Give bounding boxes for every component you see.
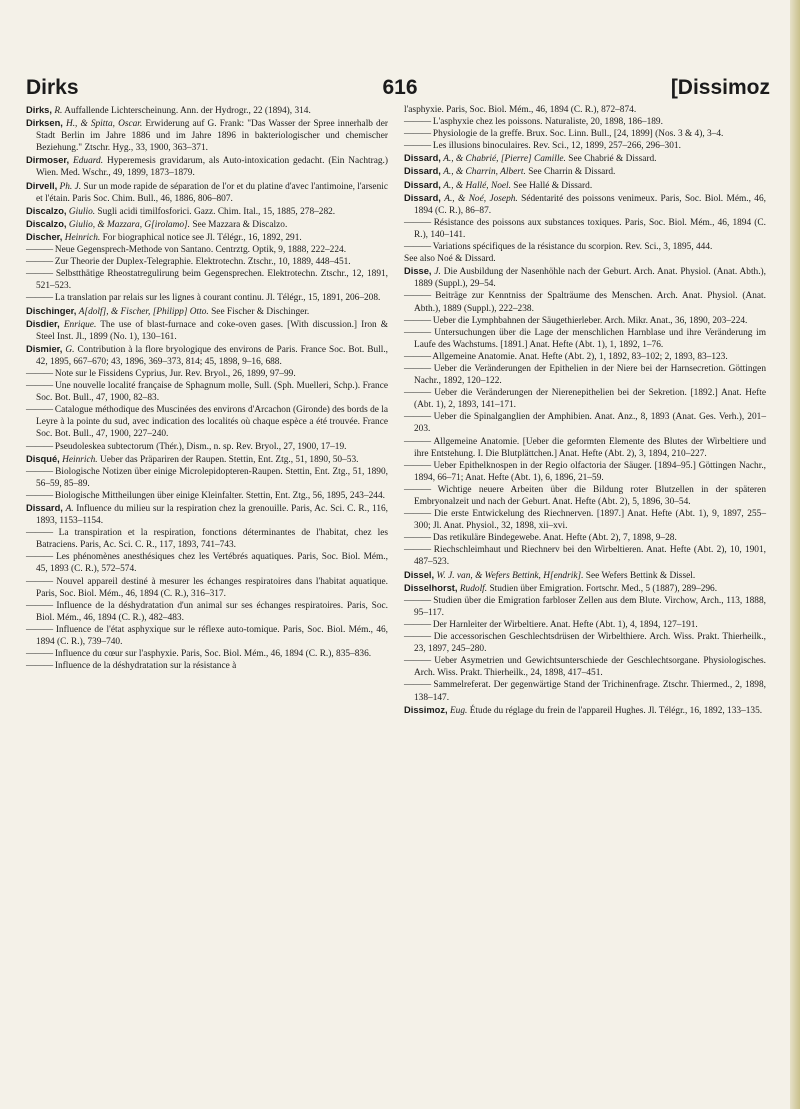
bibliography-entry	[26, 527, 388, 551]
entry-citation-text: Pseudoleskea subtectorum (Thér.), Dism., n. sp. Rev. Bryol., 27, 1900, 17–19.	[54, 441, 347, 452]
bibliography-entry	[404, 411, 766, 435]
entry-citation-text: Ueber die Lymphbahnen der Säugethierleber. Arch. Mikr. Anat., 36, 1890, 203–224.	[432, 315, 748, 326]
header-right-guide-word: [Dissimoz	[670, 76, 770, 99]
entry-author-surname: Dissard,	[26, 503, 63, 513]
entry-citation-text: See Charrin & Dissard.	[528, 167, 616, 178]
entry-ditto-dash: ———	[404, 412, 431, 423]
entry-ditto-dash: ———	[26, 269, 53, 280]
bibliography-entry	[26, 231, 388, 244]
bibliography-entry	[404, 460, 766, 484]
bibliography-entry	[26, 502, 388, 527]
entry-citation-text: Auffallende Lichterscheinung. Ann. der Hydrogr., 22 (1894), 314.	[64, 106, 311, 116]
bibliography-entry	[26, 404, 388, 440]
entry-citation-text: Riechschleimhaut und Riechnerv bei den Wirbeltieren. Anat. Hefte (Abt. 2), 10, 1901, 487–523.	[414, 545, 766, 568]
entry-citation-text: Ueber die Veränderungen der Epithelien in der Niere bei der Harnsecretion. Göttingen Nachr., 1892, 120–122.	[414, 363, 766, 387]
entry-author-surname: Dirksen,	[26, 118, 63, 129]
entry-author-given-names: Enrique.	[63, 319, 97, 330]
bibliography-entry	[404, 116, 766, 128]
bibliography-entry	[26, 154, 388, 179]
entry-citation-text: See Fischer & Dischinger.	[211, 306, 310, 317]
entry-ditto-dash: ———	[404, 460, 431, 471]
entry-citation-text: L'asphyxie chez les poissons. Naturaliste, 20, 1898, 186–189.	[432, 117, 663, 128]
bibliography-entry	[404, 363, 766, 387]
entry-citation-text: See Hallé & Dissard.	[513, 180, 593, 191]
entry-ditto-dash: ———	[404, 545, 431, 556]
bibliography-entry	[404, 436, 766, 460]
bibliography-entry	[26, 268, 388, 292]
entry-ditto-dash: ———	[26, 245, 53, 256]
entry-citation-text: Studien über die Emigration farbloser Zellen aus dem Blute. Virchow, Arch., 113, 1888, 95–117.	[414, 595, 766, 618]
entry-ditto-dash: ———	[26, 368, 53, 379]
entry-author-surname: Dismier,	[26, 343, 63, 354]
bibliography-entry	[26, 441, 388, 453]
bibliography-entry	[26, 466, 388, 490]
entry-citation-text: Untersuchungen über die Lage der menschlichen Harnblase und ihre Veränderung im Laufe des Wachstums. [1891.] Anat. Hefte (Abt. 1), 1, 1892, 1–76.	[414, 327, 766, 350]
entry-ditto-dash: ———	[26, 552, 53, 563]
entry-author-given-names: A., & Hallé, Noel.	[443, 180, 511, 191]
bibliography-entry	[404, 679, 766, 703]
bibliography-entry	[26, 117, 388, 154]
entry-ditto-dash: ———	[404, 217, 431, 228]
entry-citation-text: Ueber das Präpariren der Raupen. Stettin, Ent. Ztg., 51, 1890, 50–53.	[100, 454, 359, 465]
entry-ditto-dash: ———	[404, 327, 431, 338]
entry-citation-text: Influence de la déshydratation sur la résistance à	[54, 661, 237, 672]
entry-author-surname: Dissard,	[404, 153, 441, 164]
bibliography-entry	[26, 551, 388, 575]
bibliography-entry	[404, 140, 766, 152]
bibliography-entry	[404, 544, 766, 568]
entry-ditto-dash: ———	[26, 649, 53, 660]
entry-ditto-dash: ———	[26, 600, 53, 611]
entry-citation-text: Beiträge zur Kenntniss der Spalträume des Menschen. Arch. Anat. Physiol. (Anat. Abth.), 1889 (Suppl.), 222–238.	[414, 291, 766, 314]
entry-ditto-dash: ———	[404, 533, 431, 544]
entry-citation-text: Die Ausbildung der Nasenhöhle nach der Geburt. Arch. Anat. Physiol. (Anat. Abth.), 1889 (Suppl.), 29–54.	[414, 267, 766, 290]
entry-author-surname: Dissard,	[404, 179, 441, 190]
entry-author-given-names: A., & Noé, Joseph.	[444, 193, 518, 204]
entry-ditto-dash: ———	[404, 595, 431, 606]
entry-ditto-dash: ———	[26, 466, 53, 477]
entry-citation-text: Ueber Asymetrien und Gewichtsunterschiede der Geschlechtsorgane. Physiologisches. Arch. Wiss. Prakt. Thierheilk., 24, 1898, 417–451.	[414, 656, 766, 679]
bibliography-entry	[404, 532, 766, 544]
bibliography-entry	[404, 128, 766, 140]
page-number: 616	[382, 76, 418, 99]
entry-citation-text: Biologische Notizen über einige Microlepidopteren-Raupen. Stettin, Ent. Ztg., 51, 1890, 56–59, 85–89.	[36, 466, 388, 489]
entry-ditto-dash: ———	[404, 351, 431, 362]
entry-ditto-dash: ———	[26, 661, 53, 672]
bibliography-entry	[26, 343, 388, 368]
bibliography-entry	[404, 619, 766, 631]
entry-ditto-dash: ———	[404, 656, 431, 667]
entry-citation-text: Hyperemesis gravidarum, als Auto-intoxication gedacht. (Ein Nachtrag.) Wien. Med. Wschr., 49, 1899, 1873–1879.	[36, 156, 388, 179]
entry-author-given-names: Giulio, & Mazzara, G[irolamo].	[68, 219, 190, 230]
entry-author-surname: Discalzo,	[26, 218, 67, 229]
entry-ditto-dash: ———	[404, 388, 431, 399]
bibliography-entry	[26, 205, 388, 218]
entry-citation-text: Influence de la déshydratation d'un animal sur ses échanges respiratoires. Paris, Soc. Biol. Mém., 46, 1894 (C. R.), 482–483.	[36, 600, 388, 623]
bibliography-entry	[26, 453, 388, 466]
entry-citation-text: Sugli acidi timilfosforici. Gazz. Chim. Ital., 15, 1885, 278–282.	[97, 206, 336, 217]
entry-continuation-text: l'asphyxie. Paris, Soc. Biol. Mém., 46, 1894 (C. R.), 872–874.	[404, 105, 637, 115]
bibliography-entry	[404, 595, 766, 619]
bibliography-entry	[404, 351, 766, 363]
entry-ditto-dash: ———	[26, 257, 53, 268]
entry-ditto-dash: ———	[26, 293, 53, 304]
entry-author-surname: Disqué,	[26, 453, 60, 464]
entry-citation-text: Les illusions binoculaires. Rev. Sci., 12, 1899, 257–266, 296–301.	[432, 141, 681, 152]
entry-citation-text: Die erste Entwickelung des Riechnerven. [1897.] Anat. Hefte (Abt. 1), 9, 1897, 255–300; Jl. Anat. Physiol., 32, 1898, xii–xvi.	[414, 509, 766, 532]
bibliography-entry	[26, 660, 388, 672]
entry-author-given-names: Ph. J.	[59, 181, 82, 192]
entry-ditto-dash: ———	[26, 576, 53, 587]
entry-citation-text: Nouvel appareil destiné à mesurer les échanges respiratoires dans l'habitat aquatique. Paris, Soc. Biol. Mém., 46, 1894 (C. R.), 316–317.	[36, 576, 388, 599]
entry-ditto-dash: ———	[404, 141, 431, 152]
entry-ditto-dash: ———	[26, 405, 53, 416]
entry-author-given-names: J.	[434, 267, 441, 278]
bibliography-entry	[404, 327, 766, 351]
bibliography-entry	[26, 648, 388, 660]
entry-author-surname: Dissard,	[404, 166, 441, 177]
bibliography-entry	[404, 631, 766, 655]
entry-ditto-dash: ———	[404, 436, 431, 447]
entry-ditto-dash: ———	[404, 315, 431, 326]
entry-ditto-dash: ———	[26, 490, 53, 501]
entry-citation-text: Studien über Emigration. Fortschr. Med., 5 (1887), 289–296.	[489, 583, 718, 594]
entry-citation-text: Influence de l'état asphyxique sur le réflexe auto-tomique. Paris, Soc. Biol. Mém., 46, 1894 (C. R.), 739–740.	[36, 624, 388, 648]
entry-author-surname: Disse,	[404, 266, 432, 277]
right-column	[404, 104, 766, 717]
entry-citation-text: Neue Gegensprech-Methode von Santano. Centrztg. Optik, 9, 1888, 222–224.	[54, 245, 347, 256]
entry-citation-text: Physiologie de la greffe. Brux. Soc. Linn. Bull., [24, 1899] (Nos. 3 & 4), 3–4.	[432, 129, 724, 140]
bibliography-entry	[404, 569, 766, 582]
bibliography-entry	[26, 490, 388, 502]
entry-continuation-text: See also Noé & Dissard.	[404, 254, 496, 265]
entry-author-given-names: H., & Spitta, Oscar.	[65, 119, 143, 130]
bibliography-entry	[404, 704, 766, 717]
entry-citation-text: Wichtige neuere Arbeiten über die Bildung roter Blutzellen in der späteren Embryonalzeit und nach der Geburt. Anat. Hefte (Abt. 2), 5, 1896, 30–54.	[414, 484, 766, 507]
entry-author-given-names: A[dolf], & Fischer, [Philipp] Otto.	[78, 306, 209, 317]
entry-author-surname: Discalzo,	[26, 205, 67, 216]
entry-author-given-names: Giulio.	[68, 206, 96, 217]
entry-citation-text: Résistance des poissons aux substances toxiques. Paris, Soc. Biol. Mém., 46, 1894 (C. R.), 140–141.	[414, 217, 766, 240]
entry-ditto-dash: ———	[404, 291, 431, 302]
bibliography-entry	[404, 387, 766, 411]
entry-citation-text: Sammelreferat. Der gegenwärtige Stand der Trichinenfrage. Ztschr. Thiermed., 2, 1898, 138–147.	[414, 680, 766, 703]
entry-author-given-names: G.	[65, 344, 75, 355]
entry-author-surname: Dirvell,	[26, 180, 58, 191]
bibliography-entry	[404, 152, 766, 165]
entry-citation-text: La translation par relais sur les lignes à courant continu. Jl. Télégr., 15, 1891, 206–208.	[54, 293, 381, 304]
entry-ditto-dash: ———	[26, 381, 53, 392]
entry-author-given-names: W. J. van, & Wefers Bettink, H[endrik].	[436, 570, 584, 581]
entry-citation-text: Die accessorischen Geschlechtsdrüsen der Wirbelthiere. Arch. Wiss. Prakt. Thierheilk., 23, 1897, 245–280.	[414, 632, 766, 655]
bibliography-entry	[404, 655, 766, 679]
bibliography-entry	[404, 179, 766, 192]
entry-citation-text: Das retikuläre Bindegewebe. Anat. Hefte (Abt. 2), 7, 1898, 9–28.	[432, 533, 677, 544]
entry-author-given-names: A., & Charrin, Albert.	[443, 167, 526, 178]
entry-citation-text: Biologische Mittheilungen über einige Kleinfalter. Stettin, Ent. Ztg., 56, 1895, 243–244.	[54, 490, 385, 501]
entry-citation-text: See Wefers Bettink & Dissel.	[585, 570, 696, 581]
entry-citation-text: Ueber Epithelknospen in der Regio olfactoria der Säuger. [1894–95.] Göttingen Nachr., 1894, 66–71; Anat. Hefte (Abt. 1), 6, 1896, 21–59.	[414, 460, 766, 483]
bibliography-entry	[26, 218, 388, 231]
entry-author-surname: Dirks,	[26, 105, 52, 115]
entry-citation-text: Allgemeine Anatomie. [Ueber die geformten Elemente des Blutes der Wirbeltiere und ihre Entstehung. I. Die Blutplättchen.] Anat. Hefte (Abt. 2), 3, 1894, 210–227.	[414, 436, 766, 459]
bibliography-entry	[404, 290, 766, 314]
entry-citation-text: Contribution à la flore bryologique des environs de Paris. France Soc. Bot. Bull., 42, 1895, 667–670; 43, 1896, 369–373, 814; 45, 1898, 9–16, 688.	[36, 344, 389, 367]
bibliography-entry	[404, 508, 766, 532]
entry-ditto-dash: ———	[404, 363, 431, 374]
entry-author-given-names: Eduard.	[73, 156, 104, 167]
entry-ditto-dash: ———	[26, 624, 53, 635]
bibliography-entry	[26, 624, 388, 648]
entry-ditto-dash: ———	[404, 619, 431, 630]
entry-author-given-names: Heinrich.	[62, 454, 98, 465]
entry-author-given-names: R.	[54, 106, 63, 116]
entry-ditto-dash: ———	[26, 528, 53, 539]
entry-citation-text: For biographical notice see Jl. Télégr., 16, 1892, 291.	[102, 232, 302, 243]
entry-citation-text: Les phénomènes anesthésiques chez les Vertébrés aquatiques. Paris, Soc. Biol. Mém., 45, 1893 (C. R.), 572–574.	[36, 552, 388, 575]
page-edge	[790, 0, 800, 1109]
entry-author-surname: Dischinger,	[26, 305, 77, 316]
bibliography-entry	[26, 292, 388, 304]
bibliography-entry	[404, 265, 766, 290]
bibliography-entry	[404, 192, 766, 217]
left-column	[26, 104, 388, 672]
entry-citation-text: Influence du cœur sur l'asphyxie. Paris, Soc. Biol. Mém., 46, 1894 (C. R.), 835–836.	[54, 649, 372, 660]
entry-citation-text: See Chabrié & Dissard.	[568, 154, 657, 165]
entry-author-given-names: A.	[65, 504, 74, 514]
entry-author-surname: Dissel,	[404, 569, 435, 580]
entry-citation-text: Note sur le Fissidens Cyprius, Jur. Rev. Bryol., 26, 1899, 97–99.	[54, 368, 296, 379]
entry-citation-text: See Mazzara & Discalzo.	[192, 219, 288, 230]
entry-citation-text: Étude du réglage du frein de l'appareil Hughes. Jl. Télégr., 16, 1892, 133–135.	[469, 705, 763, 716]
bibliography-entry	[404, 582, 766, 595]
entry-citation-text: The use of blast-furnace and coke-oven gases. [With discussion.] Iron & Steel Inst. Jl., 1899 (No. 1), 130–161.	[36, 319, 389, 342]
entry-ditto-dash: ———	[404, 117, 431, 128]
entry-citation-text: Erwiderung auf G. Frank: "Das Wasser der Spree innerhalb der Stadt Berlin im Jahre 1886 und im Jahre 1896 in bakteriologischer und chemischer Beziehung." Ztschr. Hyg., 33, 1900, 363–371.	[36, 119, 388, 154]
bibliography-entry	[404, 253, 766, 265]
bibliography-entry	[26, 368, 388, 380]
bibliography-entry	[26, 318, 388, 343]
entry-author-surname: Disselhorst,	[404, 582, 458, 593]
bibliography-entry	[26, 256, 388, 268]
entry-ditto-dash: ———	[26, 441, 53, 452]
entry-author-surname: Dissard,	[404, 192, 441, 203]
entry-citation-text: Der Harnleiter der Wirbeltiere. Anat. Hefte (Abt. 1), 4, 1894, 127–191.	[432, 619, 698, 630]
bibliography-entry	[26, 380, 388, 404]
entry-citation-text: Sédentarité des poissons venimeux. Paris, Soc. Biol. Mém., 46, 1894 (C. R.), 86–87.	[414, 193, 766, 216]
entry-ditto-dash: ———	[404, 632, 431, 643]
bibliography-entry	[26, 180, 388, 205]
bibliography-entry	[404, 484, 766, 508]
entry-author-surname: Disdier,	[26, 318, 60, 329]
entry-ditto-dash: ———	[404, 484, 431, 495]
bibliography-entry	[26, 305, 388, 318]
entry-ditto-dash: ———	[404, 509, 431, 520]
entry-citation-text: Une nouvelle localité française de Sphagnum molle, Sull. (Sph. Muelleri, Schp.). France Soc. Bot. Bull., 47, 1900, 82–83.	[36, 381, 388, 404]
bibliography-entry	[26, 104, 388, 117]
header-left-guide-word: Dirks	[26, 76, 79, 99]
bibliography-entry	[26, 244, 388, 256]
entry-citation-text: Allgemeine Anatomie. Anat. Hefte (Abt. 2), 1, 1892, 83–102; 2, 1893, 83–123.	[432, 351, 728, 362]
entry-citation-text: Ueber die Spinalganglien der Amphibien. Anat. Anz., 8, 1893 (Anat. Ges. Verh.), 201–203.	[414, 412, 766, 435]
entry-citation-text: Catalogue méthodique des Muscinées des environs d'Arcachon (Gironde) des bords de la Leyre à la pointe du sud, avec indication des localités où chaque espèce a été trouvée. France Soc. Bot. Bull., 47, 1900, 227–240.	[36, 405, 388, 440]
entry-citation-text: Sur un mode rapide de séparation de l'or et du platine d'avec l'antimoine, l'arsenic et l'étain. Paris Soc. Chim. Bull., 46, 1886, 806–807.	[36, 181, 388, 204]
entry-author-surname: Dirmoser,	[26, 155, 70, 166]
bibliography-entry	[404, 315, 766, 327]
bibliography-entry	[404, 165, 766, 178]
entry-citation-text: Zur Theorie der Duplex-Telegraphie. Elektrotechn. Ztschr., 10, 1889, 448–451.	[54, 257, 351, 268]
entry-author-given-names: A., & Chabrié, [Pierre] Camille.	[443, 154, 566, 165]
entry-author-given-names: Rudolf.	[459, 583, 488, 594]
entry-citation-text: Influence du milieu sur la respiration chez la grenouille. Paris, Ac. Sci. C. R., 116, 1893, 1153–1154.	[36, 504, 388, 527]
entry-author-given-names: Eug.	[449, 705, 468, 716]
bibliography-entry	[404, 217, 766, 241]
entry-citation-text: Selbstthätige Rheostatregulirung beim Gegensprechen. Elektrotechn. Ztschr., 12, 1891, 521–523.	[36, 269, 389, 292]
entry-ditto-dash: ———	[404, 129, 431, 140]
entry-author-surname: Discher,	[26, 231, 63, 242]
entry-citation-text: Variations spécifiques de la résistance du scorpion. Rev. Sci., 3, 1895, 444.	[432, 242, 713, 253]
entry-author-given-names: Heinrich.	[64, 232, 101, 243]
entry-author-surname: Dissimoz,	[404, 704, 448, 715]
entry-citation-text: Ueber die Veränderungen der Nierenepithelien bei der Sekretion. [1892.] Anat. Hefte (Abt. 1), 2, 1893, 141–171.	[414, 388, 766, 411]
bibliography-entry	[26, 576, 388, 600]
bibliography-entry	[404, 104, 766, 116]
entry-ditto-dash: ———	[404, 680, 431, 691]
bibliography-entry	[26, 600, 388, 624]
entry-citation-text: La transpiration et la respiration, fonctions déterminantes de l'habitat, chez les Batraciens. Paris, Ac. Sci. C. R., 117, 1893, 741–743.	[36, 528, 388, 551]
entry-ditto-dash: ———	[404, 242, 431, 253]
bibliography-entry	[404, 241, 766, 253]
